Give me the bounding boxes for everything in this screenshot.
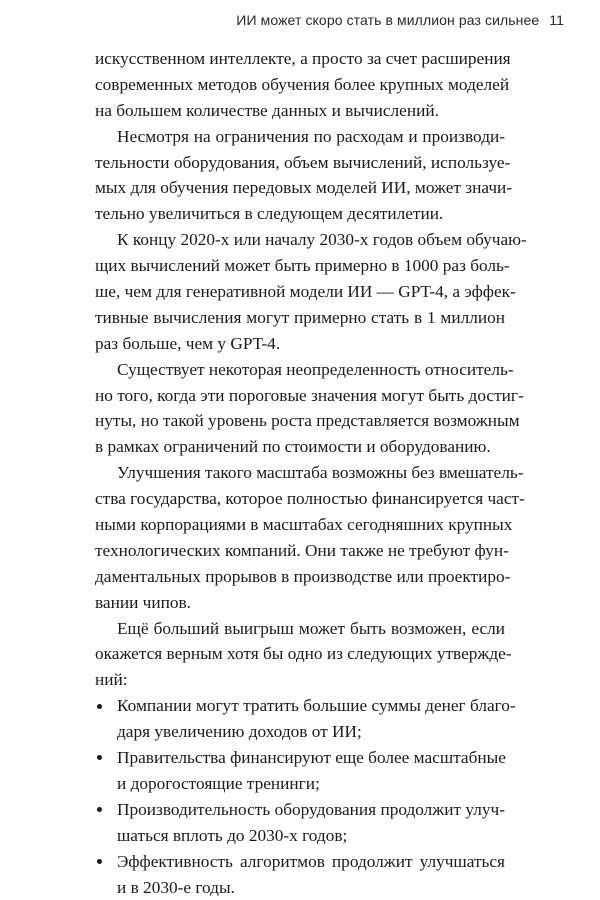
text-line: тивные вычисления могут примерно стать в 1 миллион: [95, 305, 505, 331]
text-line: в рамках ограничений по стоимости и оборудованию.: [95, 434, 505, 460]
text-line: Несмотря на ограничения по расходам и производи-: [95, 124, 505, 150]
paragraph: [95, 460, 505, 615]
paragraph: [95, 357, 505, 461]
bullet-icon: [97, 693, 107, 719]
text-line: тельности оборудования, объем вычислений, используе-: [95, 150, 505, 176]
text-line: но того, когда эти пороговые значения могут быть достиг-: [95, 383, 505, 409]
text-line: даря увеличению доходов от ИИ;: [117, 719, 505, 745]
list-item: [95, 693, 505, 745]
text-line: окажется верным хотя бы одно из следующих утвержде-: [95, 641, 505, 667]
text-line: щих вычислений может быть примерно в 1000 раз боль-: [95, 253, 505, 279]
running-header: [236, 12, 564, 28]
text-line: Эффективность алгоритмов продолжит улучшаться: [117, 849, 505, 875]
text-line: на большем количестве данных и вычислений.: [95, 98, 505, 124]
text-line: даментальных прорывов в производстве или проектиро-: [95, 564, 505, 590]
list-item: [95, 745, 505, 797]
text-line: К концу 2020-х или началу 2030-х годов объем обучаю-: [95, 227, 505, 253]
page-number: 11: [549, 12, 564, 28]
text-line: искусственном интеллекте, а просто за счет расширения: [95, 46, 505, 72]
text-line: ше, чем для генеративной модели ИИ — GPT-4, а эффек-: [95, 279, 505, 305]
paragraph: [95, 124, 505, 228]
text-line: технологических компаний. Они также не требуют фун-: [95, 538, 505, 564]
text-line: шаться вплоть до 2030-х годов;: [117, 823, 505, 849]
text-line: ства государства, которое полностью финансируется част-: [95, 486, 505, 512]
text-line: Производительность оборудования продолжит улуч-: [117, 797, 505, 823]
text-line: и дорогостоящие тренинги;: [117, 771, 505, 797]
text-line: раз больше, чем у GPT-4.: [95, 331, 505, 357]
text-line: нуты, но такой уровень роста представляется возможным: [95, 408, 505, 434]
bullet-icon: [97, 849, 107, 875]
text-line: мых для обучения передовых моделей ИИ, может значи-: [95, 175, 505, 201]
text-line: современных методов обучения более крупных моделей: [95, 72, 505, 98]
text-line: Существует некоторая неопределенность относитель-: [95, 357, 505, 383]
paragraph: [95, 46, 505, 124]
text-line: тельно увеличиться в следующем десятилетии.: [95, 201, 505, 227]
paragraph: [95, 227, 505, 356]
text-line: и в 2030-е годы.: [117, 875, 505, 900]
bullet-icon: [97, 797, 107, 823]
text-line: вании чипов.: [95, 590, 505, 616]
paragraph: [95, 616, 505, 694]
body-text: [95, 46, 505, 900]
text-line: ний:: [95, 667, 505, 693]
list-item: [95, 797, 505, 849]
header-title: ИИ может скоро стать в миллион раз сильнее: [236, 12, 539, 28]
bullet-icon: [97, 745, 107, 771]
text-line: Правительства финансируют еще более масштабные: [117, 745, 505, 771]
list-item: [95, 849, 505, 900]
text-line: ными корпорациями в масштабах сегодняшних крупных: [95, 512, 505, 538]
text-line: Улучшения такого масштаба возможны без вмешатель-: [95, 460, 505, 486]
text-line: Компании могут тратить большие суммы денег благо-: [117, 693, 505, 719]
text-line: Ещё больший выигрыш может быть возможен, если: [95, 616, 505, 642]
bullet-list: [95, 693, 505, 900]
